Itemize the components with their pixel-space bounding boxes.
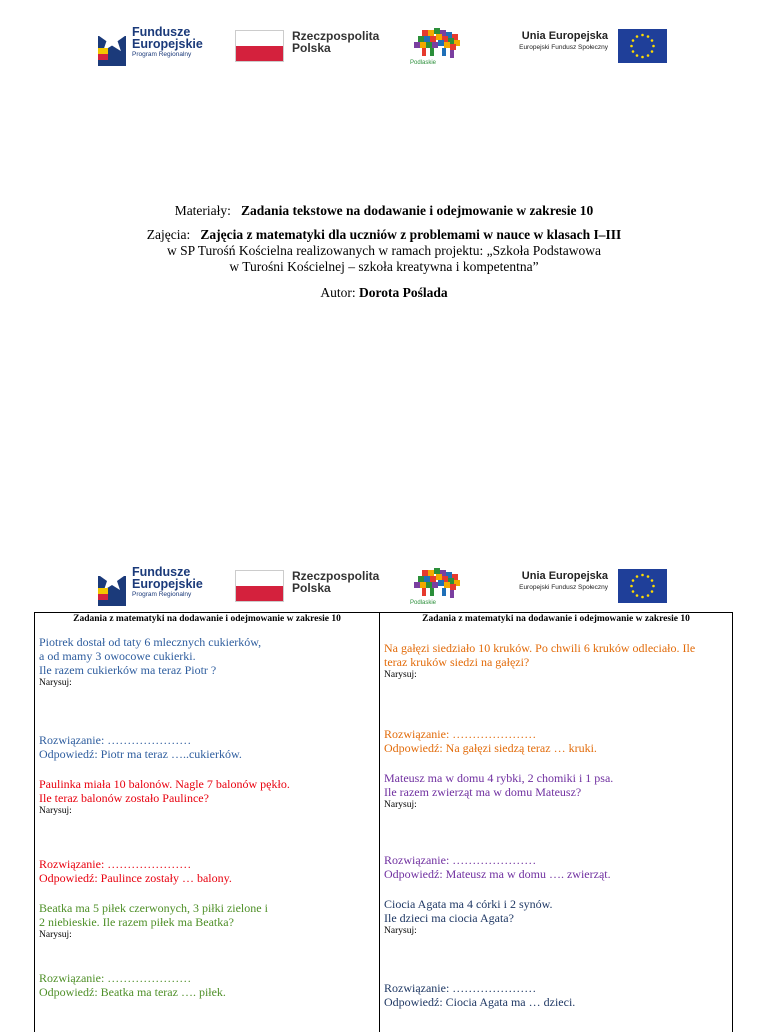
solution-mateusz <box>384 853 728 881</box>
answer-line: Odpowiedź: Na gałęzi siedzą teraz … kruki. <box>384 741 597 755</box>
ue-logo-text <box>492 29 608 53</box>
pl-line1: Rzeczpospolita <box>292 29 380 43</box>
fe-sub: Program Regionalny <box>132 51 192 58</box>
task-mateusz <box>384 771 728 799</box>
draw-label: Narysuj: <box>384 926 417 936</box>
draw-label: Narysuj: <box>384 670 417 680</box>
draw-label: Narysuj: <box>384 800 417 810</box>
task-line: Beatka ma 5 piłek czerwonych, 3 piłki zielone i <box>39 901 268 915</box>
draw-label: Narysuj: <box>39 678 72 688</box>
task-line: Piotrek dostał od taty 6 mlecznych cukierków, <box>39 635 262 649</box>
task-line: Ile teraz balonów zostało Paulince? <box>39 791 209 805</box>
pl-line2: Polska <box>292 41 331 55</box>
answer-line: Odpowiedź: Mateusz ma w domu …. zwierząt. <box>384 867 611 881</box>
fe-sub: Program Regionalny <box>132 591 192 598</box>
pl-logo-text <box>292 30 379 54</box>
right-column-header: Zadania z matematyki na dodawanie i odejmowanie w zakresie 10 <box>422 614 690 624</box>
task-piotrek <box>39 635 375 677</box>
task-line: a od mamy 3 owocowe cukierki. <box>39 649 196 663</box>
task-line: Mateusz ma w domu 4 rybki, 2 chomiki i 1 psa. <box>384 771 614 785</box>
solution-line: Rozwiązanie: ………………… <box>39 733 192 747</box>
solution-line: Rozwiązanie: ………………… <box>39 857 192 871</box>
fe-logo-text <box>132 566 203 600</box>
fe-star-flag-icon <box>98 26 126 66</box>
author-line <box>0 285 768 301</box>
materials-label: Materiały: <box>174 203 231 218</box>
answer-line: Odpowiedź: Beatka ma teraz …. piłek. <box>39 985 226 999</box>
task-beatka <box>39 901 375 929</box>
task-line: 2 niebieskie. Ile razem piłek ma Beatka? <box>39 915 234 929</box>
pl-logo-text <box>292 570 379 594</box>
solution-kruki <box>384 727 728 755</box>
poland-flag-icon <box>235 570 284 602</box>
pl-line2: Polska <box>292 581 331 595</box>
podlaskie-label: Podlaskie <box>410 600 437 606</box>
task-line: Ile razem cukierków ma teraz Piotr ? <box>39 663 217 677</box>
fe-line2: Europejskie <box>132 577 203 591</box>
eu-flag-icon <box>618 569 667 603</box>
solution-piotrek <box>39 733 375 761</box>
project-line-2: w Turośni Kościelnej – szkoła kreatywna i kompetentna” <box>229 259 539 274</box>
fe-logo-text <box>132 26 203 60</box>
solution-line: Rozwiązanie: ………………… <box>384 981 537 995</box>
task-line: Ile dzieci ma ciocia Agata? <box>384 911 514 925</box>
answer-line: Odpowiedź: Piotr ma teraz …..cukierków. <box>39 747 242 761</box>
task-line: teraz kruków siedzi na gałęzi? <box>384 655 530 669</box>
poland-flag-icon <box>235 30 284 62</box>
worksheet-table <box>34 612 733 1032</box>
fe-line2: Europejskie <box>132 37 203 51</box>
answer-line: Odpowiedź: Ciocia Agata ma … dzieci. <box>384 995 576 1009</box>
logo-strip-top <box>98 26 670 66</box>
worksheet-left-column <box>35 613 380 1032</box>
pl-line1: Rzeczpospolita <box>292 569 380 583</box>
logo-strip-second <box>98 566 670 606</box>
ue-title: Unia Europejska <box>521 30 608 42</box>
task-line: Na gałęzi siedziało 10 kruków. Po chwili 6 kruków odleciało. Ile <box>384 641 696 655</box>
task-kruki <box>384 641 728 669</box>
fe-line1: Fundusze <box>132 25 191 39</box>
solution-line: Rozwiązanie: ………………… <box>384 727 537 741</box>
ue-logo-text <box>492 569 608 593</box>
left-column-header: Zadania z matematyki na dodawanie i odejmowanie w zakresie 10 <box>73 614 341 624</box>
eu-flag-icon <box>618 29 667 63</box>
podlaskie-label: Podlaskie <box>410 60 437 66</box>
ue-sub: Europejski Fundusz Społeczny <box>519 584 608 591</box>
title-section <box>0 203 768 301</box>
task-paulinka <box>39 777 375 805</box>
task-line: Ile razem zwierząt ma w domu Mateusz? <box>384 785 582 799</box>
draw-label: Narysuj: <box>39 930 72 940</box>
author-value: Dorota Poślada <box>358 285 448 300</box>
solution-agata <box>384 981 728 1009</box>
podlaskie-bison-icon <box>408 566 464 606</box>
fe-line1: Fundusze <box>132 565 191 579</box>
classes-value: Zajęcia z matematyki dla uczniów z problemami w nauce w klasach I–III <box>200 227 622 242</box>
task-line: Paulinka miała 10 balonów. Nagle 7 balonów pękło. <box>39 777 290 791</box>
classes-label: Zajęcia: <box>146 227 191 242</box>
solution-beatka <box>39 971 375 999</box>
solution-line: Rozwiązanie: ………………… <box>39 971 192 985</box>
materials-value: Zadania tekstowe na dodawanie i odejmowanie w zakresie 10 <box>241 203 594 218</box>
materials-line <box>0 203 768 219</box>
task-line: Ciocia Agata ma 4 córki i 2 synów. <box>384 897 553 911</box>
author-label: Autor: <box>320 285 356 300</box>
podlaskie-bison-icon <box>408 26 464 66</box>
worksheet-right-column <box>380 613 732 1032</box>
solution-paulinka <box>39 857 375 885</box>
draw-label: Narysuj: <box>39 806 72 816</box>
solution-line: Rozwiązanie: ………………… <box>384 853 537 867</box>
project-line-1: w SP Turośń Kościelna realizowanych w ramach projektu: „Szkoła Podstawowa <box>166 243 602 258</box>
ue-title: Unia Europejska <box>521 570 608 582</box>
ue-sub: Europejski Fundusz Społeczny <box>519 44 608 51</box>
task-agata <box>384 897 728 925</box>
answer-line: Odpowiedź: Paulince zostały … balony. <box>39 871 232 885</box>
classes-line <box>0 227 768 243</box>
fe-star-flag-icon <box>98 566 126 606</box>
